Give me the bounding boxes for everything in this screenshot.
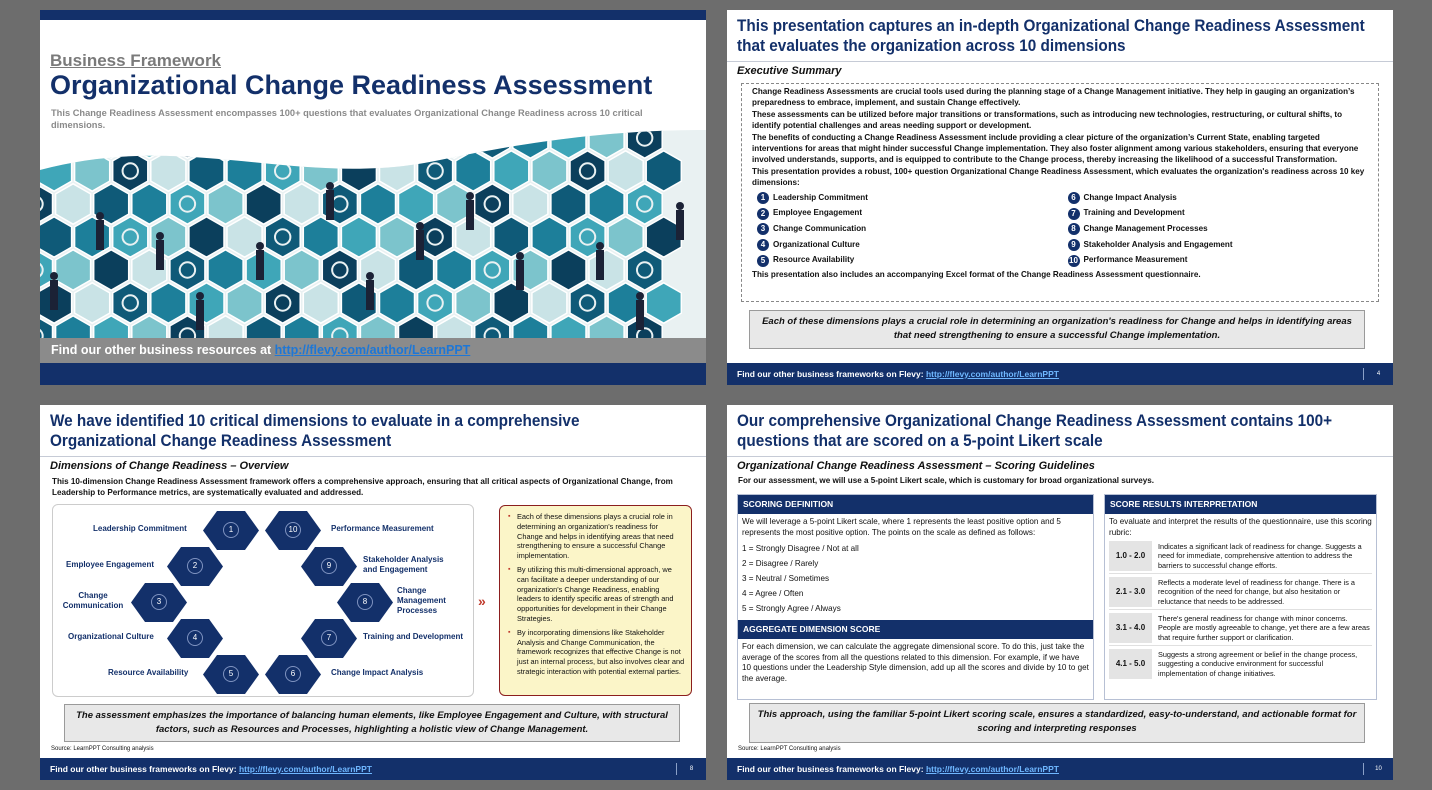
person-head xyxy=(416,222,424,230)
pattern-hexagon xyxy=(40,130,53,158)
dimension-item xyxy=(1068,222,1369,238)
executive-summary-box xyxy=(741,83,1379,302)
pattern-hexagon xyxy=(399,130,434,158)
pattern-hexagon xyxy=(132,130,167,158)
slide-subheading: Executive Summary xyxy=(737,65,842,77)
scoring-column xyxy=(737,494,1094,700)
score-range-description: Indicates a significant lack of readiness for change. Suggests a need for immediate, comprehensive attention to address the barriers to successful change efforts. xyxy=(1158,541,1362,570)
hexagon-label: Stakeholder Analysis and Engagement xyxy=(363,555,444,574)
double-chevron-right-icon: » xyxy=(478,593,486,609)
bottom-bar xyxy=(40,363,706,385)
hexagon-label: Resource Availability xyxy=(108,668,189,677)
summary-paragraph: Change Readiness Assessments are crucial tools used during the planning stage of a Change Management initiative. They help in gauging an organization’s preparedness to embrace, implement, and sustain Change effectively. xyxy=(752,87,1355,107)
likert-scale-list xyxy=(738,541,1093,619)
pattern-hexagon xyxy=(437,130,472,158)
dimension-item xyxy=(1068,190,1369,206)
title-divider xyxy=(727,456,1393,457)
hexagon-number: 4 xyxy=(187,630,203,646)
scale-item: 2 = Disagree / Rarely xyxy=(742,559,819,569)
dimension-number: 5 xyxy=(757,255,769,267)
insight-bullet: ▪ By incorporating dimensions like Stakeholder Analysis and Change Communication, the framework recognizes that effective Change is not just an internal process, but also involves clear and strategic interaction with potential external parties. xyxy=(508,628,685,677)
person-figure xyxy=(50,280,58,310)
pattern-ring xyxy=(180,130,195,145)
key-takeaway-callout: The assessment emphasizes the importance of balancing human elements, like Employee Engagement and Culture, with structural factors, such as Resources and Processes, highlighting a holistic view of Change Management. xyxy=(64,704,680,742)
pattern-hexagon xyxy=(322,130,357,158)
slide-subheading: Organizational Change Readiness Assessment – Scoring Guidelines xyxy=(737,460,1095,472)
summary-paragraph: The benefits of conducting a Change Readiness Assessment include providing a clear picture of the organization’s Current State, enabling targeted interventions for areas that might hinder successful Change implementation. They also foster alignment among various stakeholders, ensuring that everyone involved understands, supports, and is equipped to contribute to the Change process, thereby increasing the likelihood of a successful Transformation. xyxy=(752,133,1359,164)
slide-intro: For our assessment, we will use a 5-point Likert scale, which is customary for broad organizational surveys. xyxy=(738,476,1155,485)
dimension-label: Performance Measurement xyxy=(1083,255,1188,265)
slide-intro: This 10-dimension Change Readiness Assessment framework offers a comprehensive approach, ensuring that all critical aspects of Organizational Change, from Leadership to Performance metrics, are systematically evaluated and addressed. xyxy=(52,477,673,497)
slide-title xyxy=(40,10,706,385)
dimension-item xyxy=(757,237,1058,253)
dimension-item xyxy=(757,253,1058,269)
footer-text: Find our other business frameworks on Flevy: xyxy=(737,764,926,774)
section-header: SCORE RESULTS INTERPRETATION xyxy=(1105,495,1376,514)
resources-band xyxy=(40,338,706,363)
scale-item: 5 = Strongly Agree / Always xyxy=(742,604,841,614)
dimension-number: 7 xyxy=(1068,208,1080,220)
summary-paragraph: These assessments can be utilized before major transitions or transformations, such as introducing new technologies, restructuring, or cultural shifts, to identify potential challenges and areas needing support or development. xyxy=(752,110,1343,130)
hexagon-number: 5 xyxy=(223,666,239,682)
score-range-row xyxy=(1109,613,1372,646)
resources-link[interactable]: http://flevy.com/author/LearnPPT xyxy=(274,343,471,357)
pattern-hexagon xyxy=(284,130,319,158)
insight-bullet: ▪ Each of these dimensions plays a crucial role in determining an organization's readiness for Change and helps in identifying areas that need strengthening to ensure a successful Change implementation. xyxy=(508,512,685,561)
key-takeaway-callout: Each of these dimensions plays a crucial role in determining an organization's readiness for Change and helps in identifying areas that need strengthening to ensure a successful Change implementation. xyxy=(749,310,1365,349)
pattern-hexagon xyxy=(360,130,395,158)
pattern-hexagon xyxy=(170,130,205,158)
scale-item: 3 = Neutral / Sometimes xyxy=(742,574,830,584)
dimension-label: Organizational Culture xyxy=(773,239,860,249)
score-range-description: Suggests a strong agreement or belief in the change process, suggesting a conducive environment for successful implementation of change initiatives. xyxy=(1158,649,1358,678)
person-figure xyxy=(636,300,644,330)
person-figure xyxy=(596,250,604,280)
dimension-number: 3 xyxy=(757,223,769,235)
score-range-description: There's general readiness for change with minor concerns. People are mostly agreeable to change, yet there are a few areas that require further support or clarification. xyxy=(1158,613,1370,642)
results-column xyxy=(1104,494,1377,700)
slide-footer xyxy=(40,758,706,780)
person-head xyxy=(676,202,684,210)
person-head xyxy=(96,212,104,220)
person-head xyxy=(326,182,334,190)
pattern-hexagon xyxy=(94,130,129,158)
dimension-label: Employee Engagement xyxy=(773,208,863,218)
pattern-hexagon xyxy=(246,130,281,158)
page-number: 8 xyxy=(676,763,706,775)
person-head xyxy=(596,242,604,250)
page-number: 10 xyxy=(1363,763,1393,775)
dimension-number: 8 xyxy=(1068,223,1080,235)
hexagon-label: Employee Engagement xyxy=(66,560,155,569)
dimension-label: Stakeholder Analysis and Engagement xyxy=(1083,239,1233,249)
hexagon-number: 6 xyxy=(285,666,301,682)
slide-footer xyxy=(727,363,1393,385)
dimension-number: 4 xyxy=(757,239,769,251)
score-range: 4.1 - 5.0 xyxy=(1109,649,1152,679)
slide-description: This Change Readiness Assessment encompasses 100+ questions that evaluates Organizational Change Readiness across 10 critical dimensions. xyxy=(51,108,643,130)
insight-bullets-box xyxy=(499,505,692,696)
dimension-label: Change Management Processes xyxy=(1083,224,1208,234)
hexagon-label: Training and Development xyxy=(363,632,464,641)
dimension-number: 9 xyxy=(1068,239,1080,251)
resources-text: Find our other business resources at xyxy=(51,343,275,357)
key-takeaway-callout: This approach, using the familiar 5-point Likert scoring scale, ensures a standardized, easy-to-understand, and actionable format for scoring and interpreting responses xyxy=(749,703,1365,743)
footer-link[interactable]: http://flevy.com/author/LearnPPT xyxy=(238,764,372,774)
title-divider xyxy=(727,61,1393,62)
person-head xyxy=(196,292,204,300)
person-head xyxy=(516,252,524,260)
slide-title: This presentation captures an in-depth Organizational Change Readiness Assessment that evaluates the organization across 10 dimensions xyxy=(737,16,1365,55)
dimension-number: 10 xyxy=(1069,255,1078,265)
person-head xyxy=(50,272,58,280)
dimension-label: Training and Development xyxy=(1083,208,1185,218)
hexagon-number: 9 xyxy=(321,558,337,574)
dimension-item xyxy=(1068,237,1369,253)
person-figure xyxy=(96,220,104,250)
slide-title: Our comprehensive Organizational Change Readiness Assessment contains 100+ questions that are scored on a 5-point Likert scale xyxy=(737,411,1333,450)
footer-link[interactable]: http://flevy.com/author/LearnPPT xyxy=(925,369,1059,379)
person-head xyxy=(466,192,474,200)
person-figure xyxy=(516,260,524,290)
hexagon-label: Leadership Commitment xyxy=(93,524,187,533)
score-range: 3.1 - 4.0 xyxy=(1109,613,1152,643)
scale-item: 4 = Agree / Often xyxy=(742,589,804,599)
top-bar xyxy=(40,10,706,20)
slide-dimensions-overview xyxy=(40,405,706,780)
person-figure xyxy=(416,230,424,260)
dimension-label: Leadership Commitment xyxy=(773,192,868,202)
scale-item: 1 = Strongly Disagree / Not at all xyxy=(742,544,859,554)
section-header: SCORING DEFINITION xyxy=(738,495,1093,514)
slide-kicker: Business Framework xyxy=(50,51,222,70)
summary-paragraph: This presentation provides a robust, 100+ question Organizational Change Readiness Assessment, which evaluates the organization's readiness across 10 key dimensions: xyxy=(752,167,1365,187)
hexagon-number: 7 xyxy=(321,630,337,646)
dimension-item xyxy=(1068,206,1369,222)
section-text: We will leverage a 5-point Likert scale, where 1 represents the least positive option and 5 represents the most positive option. The points on the scale as defined as follows: xyxy=(742,517,1061,537)
dimension-number: 6 xyxy=(1068,192,1080,204)
page-number: 4 xyxy=(1363,368,1393,380)
cover-illustration xyxy=(40,130,706,342)
footer-text: Find our other business frameworks on Flevy: xyxy=(50,764,239,774)
source-note: Source: LearnPPT Consulting analysis xyxy=(51,746,154,752)
pattern-ring xyxy=(40,130,43,145)
person-figure xyxy=(366,280,374,310)
person-figure xyxy=(196,300,204,330)
hexagon-label: Change Communication xyxy=(62,591,124,610)
person-figure xyxy=(256,250,264,280)
hexagon-number: 2 xyxy=(187,558,203,574)
hexagon-label: Performance Measurement xyxy=(331,524,434,533)
person-figure xyxy=(676,210,684,240)
dimension-item xyxy=(757,222,1058,238)
dimension-number: 2 xyxy=(757,208,769,220)
dimension-item xyxy=(1068,253,1369,269)
slide-scoring-guidelines xyxy=(727,405,1393,780)
hexagon-number: 8 xyxy=(357,594,373,610)
dimension-label: Change Communication xyxy=(773,224,867,234)
slide-executive-summary xyxy=(727,10,1393,385)
dimension-list xyxy=(757,190,1368,268)
person-figure xyxy=(326,190,334,220)
score-range-description: Reflects a moderate level of readiness for change. There is a recognition of the need for change, but also hesitation or reluctance that needs to be addressed. xyxy=(1158,577,1355,606)
summary-closing: This presentation also includes an accompanying Excel format of the Change Readiness Assessment questionnaire. xyxy=(752,270,1201,280)
person-head xyxy=(366,272,374,280)
footer-link[interactable]: http://flevy.com/author/LearnPPT xyxy=(925,764,1059,774)
score-range: 2.1 - 3.0 xyxy=(1109,577,1152,607)
hexagon-label: Change Impact Analysis xyxy=(331,668,424,677)
source-note: Source: LearnPPT Consulting analysis xyxy=(738,746,841,752)
person-head xyxy=(156,232,164,240)
slide-main-title: Organizational Change Readiness Assessment xyxy=(50,70,653,100)
pattern-ring xyxy=(332,130,347,145)
person-figure xyxy=(156,240,164,270)
section-header: AGGREGATE DIMENSION SCORE xyxy=(738,620,1093,639)
footer-text: Find our other business frameworks on Flevy: xyxy=(737,369,926,379)
dimension-item xyxy=(757,190,1058,206)
person-head xyxy=(256,242,264,250)
score-range: 1.0 - 2.0 xyxy=(1109,541,1152,571)
hexagon-label: Change Management Processes xyxy=(397,586,446,615)
hexagon-number: 1 xyxy=(223,522,239,538)
person-figure xyxy=(466,200,474,230)
hexagon-number: 3 xyxy=(151,594,167,610)
hexagon-number: 10 xyxy=(285,522,301,538)
section-text: To evaluate and interpret the results of the questionnaire, use this scoring rubric: xyxy=(1109,517,1372,537)
score-range-row xyxy=(1109,541,1372,574)
slide-footer xyxy=(727,758,1393,780)
dimension-label: Change Impact Analysis xyxy=(1083,192,1177,202)
score-range-row xyxy=(1109,649,1372,681)
dimension-number: 1 xyxy=(757,192,769,204)
score-range-row xyxy=(1109,577,1372,610)
pattern-hexagon xyxy=(208,130,243,158)
slide-subheading: Dimensions of Change Readiness – Overview xyxy=(50,460,289,472)
section-text: For each dimension, we can calculate the aggregate dimensional score. To do this, just take the average of the scores from all the questions related to this dimension. For example, if we have 10 questions under the Leadership Style dimension, add up all the scores and divide by 10 to get the average. xyxy=(742,642,1089,683)
slide-title: We have identified 10 critical dimensions to evaluate in a comprehensive Organizational Change Readiness Assessment xyxy=(50,411,580,450)
person-head xyxy=(636,292,644,300)
insight-bullet: ▪ By utilizing this multi-dimensional approach, we can facilitate a deeper understanding of our organization's Change Readiness, enabling leaders to identify specific areas of strength and opportunities for development in their Change Strategies. xyxy=(508,565,685,624)
dimension-item xyxy=(757,206,1058,222)
dimension-hexagon-diagram xyxy=(52,504,474,697)
dimension-label: Resource Availability xyxy=(773,255,855,265)
hexagon-label: Organizational Culture xyxy=(68,632,154,641)
title-divider xyxy=(40,456,706,457)
pattern-ring xyxy=(485,130,500,145)
pattern-hexagon xyxy=(56,130,91,158)
